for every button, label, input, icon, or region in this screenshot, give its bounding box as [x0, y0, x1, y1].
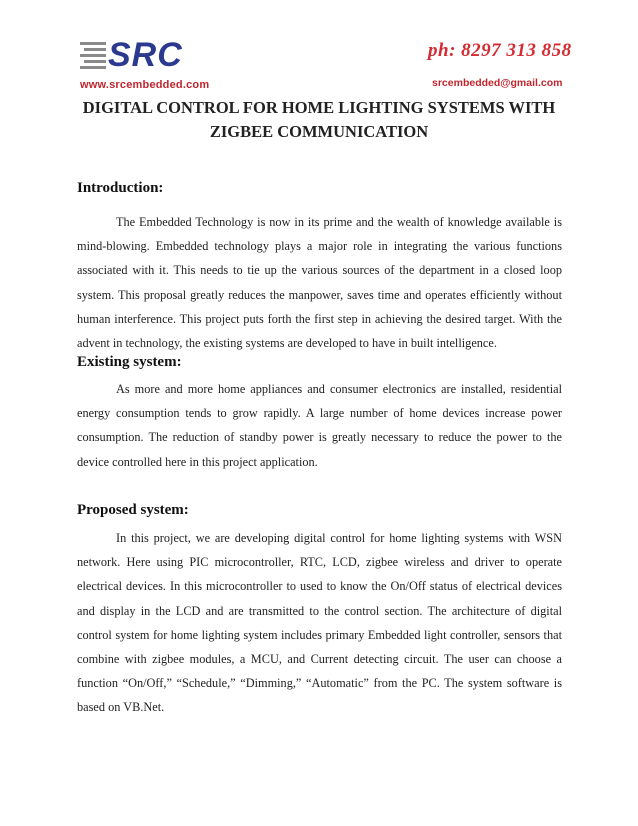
document-title: DIGITAL CONTROL FOR HOME LIGHTING SYSTEMS WITH ZIGBEE COMMUNICATION: [82, 98, 556, 141]
section-body-introduction: The Embedded Technology is now in its prime and the wealth of knowledge available is mind-blowing. Embedded technology plays a major role in integrating the various functions associated with it. This needs to tie up the various sources of the department in a closed loop system. This proposal greatly reduces the manpower, saves time and operates efficiently without human interference. This project puts forth the first step in achieving the desired target. With the advent in technology, the existing systems are developed to have in built intelligence.: [77, 215, 562, 351]
letterhead: [0, 0, 638, 96]
email-address[interactable]: srcembedded@gmail.com: [432, 77, 563, 89]
section-heading-introduction: Introduction:: [77, 180, 164, 196]
section-body-existing-system: As more and more home appliances and consumer electronics are installed, residential energy consumption tends to grow rapidly. A large number of home devices increase power consumption. The reduction of standby power is greatly necessary to reduce the power to the device controlled here in this project application.: [77, 382, 562, 469]
section-body-proposed-system: In this project, we are developing digital control for home lighting systems with WSN network. Here using PIC microcontroller, RTC, LCD, zigbee wireless and driver to operate electrical devices. In this microcontroller to used to know the On/Off status of electrical devices and display in the LCD and are transmitted to the control section. The architecture of digital control system for home lighting system includes primary Embedded light controller, sensors that combine with zigbee modules, a MCU, and Current detecting circuit. The user can choose a function “On/Off,” “Schedule,” “Dimming,” “Automatic” from the PC. The system software is based on VB.Net.: [77, 531, 562, 715]
src-logo: [80, 36, 183, 74]
section-heading-proposed-system: Proposed system:: [77, 502, 189, 518]
website-link[interactable]: www.srcembedded.com: [80, 79, 210, 91]
section-heading-existing-system: Existing system:: [77, 354, 182, 370]
phone-number: ph: 8297 313 858: [428, 40, 572, 61]
logo-text: SRC: [108, 36, 183, 74]
